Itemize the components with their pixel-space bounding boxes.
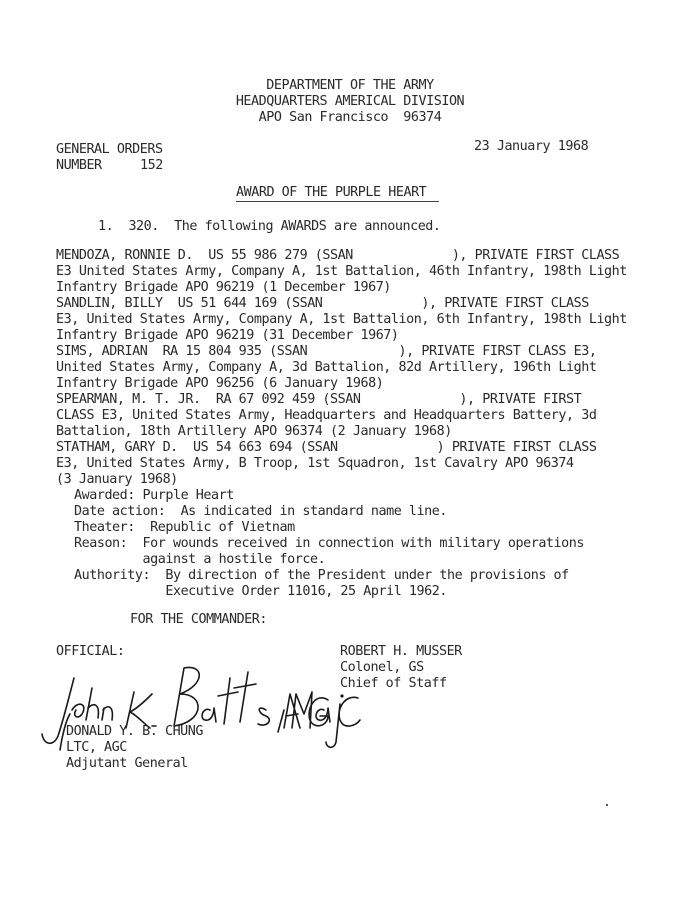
department-heading: DEPARTMENT OF THE ARMY (266, 78, 434, 93)
citation-line: STATHAM, GARY D. US 54 663 694 (SSAN ) PRIVATE FIRST CLASS (56, 440, 597, 455)
general-orders-label: GENERAL ORDERS (56, 142, 163, 157)
adjutant-title: Adjutant General (66, 756, 188, 771)
adjutant-rank: LTC, AGC (66, 740, 127, 755)
handwritten-agc-image (280, 686, 380, 746)
citation-line: E3, United States Army, B Troop, 1st Squadron, 1st Cavalry APO 96374 (56, 456, 574, 471)
citation-line: United States Army, Company A, 3d Battalion, 82d Artillery, 196th Light (56, 360, 597, 375)
citation-line: E3, United States Army, Company A, 1st Battalion, 6th Infantry, 198th Light (56, 312, 627, 327)
citation-line: CLASS E3, United States Army, Headquarters and Headquarters Battery, 3d (56, 408, 597, 423)
detail-authority-cont: Executive Order 11016, 25 April 1962. (74, 584, 447, 599)
detail-authority: Authority: By direction of the President under the provisions of (74, 568, 569, 583)
citation-line: SIMS, ADRIAN RA 15 804 935 (SSAN ), PRIVATE FIRST CLASS E3, (56, 344, 597, 359)
official-label: OFFICIAL: (56, 644, 125, 659)
citation-line: Infantry Brigade APO 96219 (31 December 1967) (56, 328, 399, 343)
adjutant-name: DONALD Y. B. CHUNG (66, 724, 204, 739)
commander-title: Chief of Staff (340, 676, 447, 691)
detail-awarded: Awarded: Purple Heart (74, 488, 234, 503)
citation-line: SANDLIN, BILLY US 51 644 169 (SSAN ), PRIVATE FIRST CLASS (56, 296, 589, 311)
number-label: NUMBER (56, 158, 102, 173)
citation-line: SPEARMAN, M. T. JR. RA 67 092 459 (SSAN ), PRIVATE FIRST (56, 392, 582, 407)
citation-line: E3 United States Army, Company A, 1st Battalion, 46th Infantry, 198th Light (56, 264, 627, 279)
detail-reason: Reason: For wounds received in connection with military operations (74, 536, 584, 551)
citation-line: MENDOZA, RONNIE D. US 55 986 279 (SSAN ), PRIVATE FIRST CLASS (56, 248, 620, 263)
headquarters-heading: HEADQUARTERS AMERICAL DIVISION (235, 94, 465, 109)
apo-heading: APO San Francisco 96374 (258, 110, 442, 125)
commander-rank: Colonel, GS (340, 660, 424, 675)
commander-name: ROBERT H. MUSSER (340, 644, 462, 659)
detail-theater: Theater: Republic of Vietnam (74, 520, 295, 535)
detail-reason-cont: against a hostile force. (74, 552, 326, 567)
citation-line: Battalion, 18th Artillery APO 96374 (2 January 1968) (56, 424, 452, 439)
citation-line: Infantry Brigade APO 96256 (6 January 1968) (56, 376, 384, 391)
title-underline (236, 201, 439, 202)
citation-line: (3 January 1968) (56, 472, 178, 487)
scan-speck (606, 804, 608, 806)
order-title: AWARD OF THE PURPLE HEART (236, 185, 427, 200)
citation-line: Infantry Brigade APO 96219 (1 December 1967) (56, 280, 391, 295)
order-date: 23 January 1968 (474, 139, 589, 154)
detail-date-action: Date action: As indicated in standard name line. (74, 504, 447, 519)
number-value: 152 (140, 158, 163, 173)
for-the-commander: FOR THE COMMANDER: (130, 612, 268, 627)
intro-line: 1. 320. The following AWARDS are announced. (98, 219, 441, 234)
